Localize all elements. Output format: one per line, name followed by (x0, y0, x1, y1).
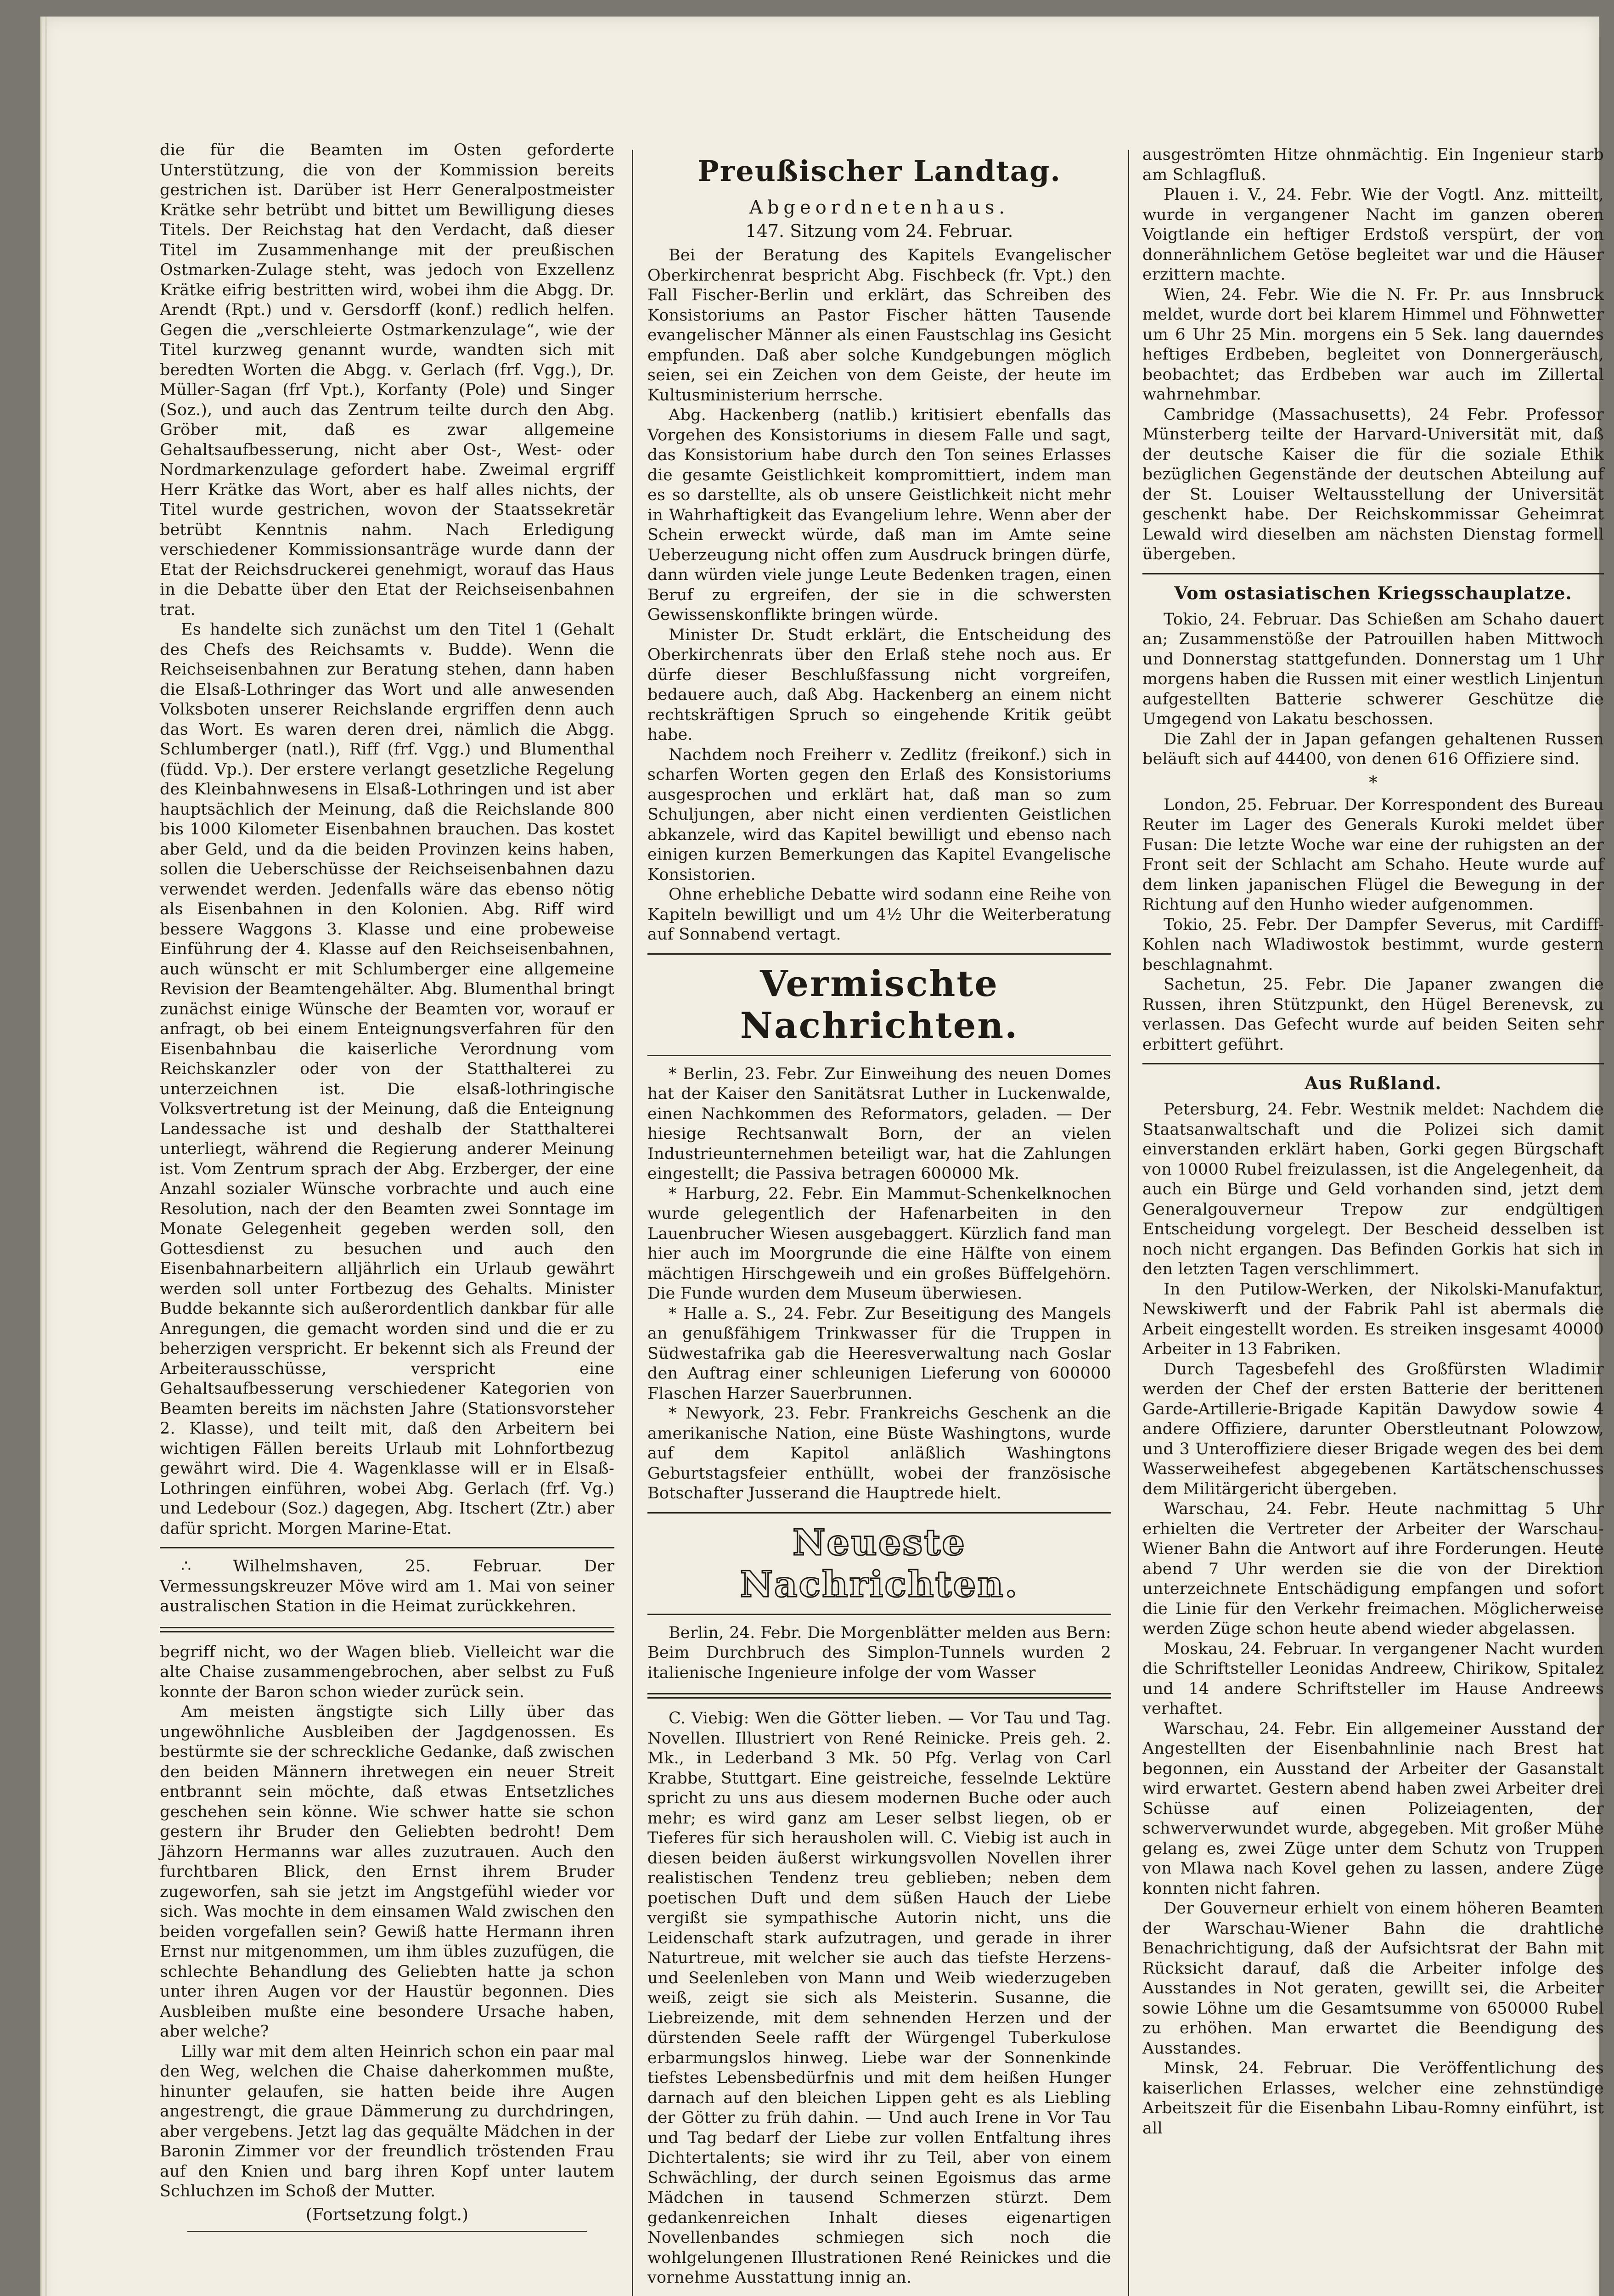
right-column (1142, 145, 1604, 2239)
article-paragraph: Abg. Hackenberg (natlib.) kritisiert ebenfalls das Vorgehen des Konsistoriums in diesem Falle und sagt, das Konsistorium habe durch den Ton seines Erlasses die gesamte Geistlichkeit kompromittiert, indem man es so darstellte, als ob unsere Geistlichkeit nicht mehr in Wahrhaftigkeit das Evangelium lehre. Wenn aber der Schein erweckt würde, daß man im Amte seine Ueberzeugung nicht offen zum Ausdruck bringen dürfe, dann würden viele junge Leute Bedenken tragen, einen Beruf zu ergreifen, der sie in die schwersten Gewissenskonflikte bringen würde. (647, 406, 1111, 624)
news-item: Berlin, 24. Febr. Die Morgenblätter melden aus Bern: Beim Durchbruch des Simplon-Tunnels wurden 2 italienische Ingenieure infolge der vom Wasser (647, 1623, 1111, 1682)
news-item-wilhelmshaven: ∴ Wilhelmshaven, 25. Februar. Der Vermessungskreuzer Möve wird am 1. Mai von seiner australischen Station in die Heimat zurückkehren. (160, 1557, 614, 1615)
news-item: London, 25. Februar. Der Korrespondent des Bureau Reuter im Lager des Generals Kuroki meldet über Fusan: Die letzte Woche war eine der ruhigsten an der Front seit der Schlacht am Schaho. Heute wurde auf dem linken japanischen Flügel die Bewegung in der Richtung auf den Hunho wieder aufgenommen. (1142, 795, 1604, 914)
news-item: * Berlin, 23. Febr. Zur Einweihung des neuen Domes hat der Kaiser den Sanitätsrat Luther in Luckenwalde, einen Nachkommen des Reformators, geladen. — Der hiesige Rechtsanwalt Born, der an vielen Industrieunternehmen beteiligt war, hat die Zahlungen eingestellt; die Passiva betragen 600000 Mk. (647, 1064, 1111, 1183)
news-item: Cambridge (Massachusetts), 24 Febr. Professor Münsterberg teilte der Harvard-Universität mit, daß der deutsche Kaiser die für die soziale Ethik bezüglichen Gegenstände der deutschen Abteilung auf der St. Louiser Weltausstellung der Universität geschenkt habe. Der Reichskommissar Geheimrat Lewald wird dieselben am nächsten Dienstag formell übergeben. (1142, 405, 1604, 563)
section-rule (160, 1547, 614, 1548)
news-item: ausgeströmten Hitze ohnmächtig. Ein Ingenieur starb am Schlagfluß. (1142, 146, 1604, 184)
news-item: * Newyork, 23. Febr. Frankreichs Geschenk an die amerikanische Nation, eine Büste Washingtons, wurde auf dem Kapitol anläßlich Washingtons Geburtstagsfeier enthüllt, wobei der französische Botschafter Jusserand die Hauptrede hielt. (647, 1404, 1111, 1503)
section-rule (647, 1055, 1111, 1056)
end-rule (187, 2231, 587, 2232)
news-item: In den Putilow-Werken, der Nikolski-Manufaktur, Newskiwerft und der Fabrik Pahl ist abermals die Arbeit eingestellt worden. Es streiken insgesamt 40000 Arbeiter in 13 Fabriken. (1142, 1280, 1604, 1358)
middle-column (647, 150, 1111, 2287)
news-item: Warschau, 24. Febr. Ein allgemeiner Ausstand der Angestellten der Eisenbahnlinie nach Brest hat begonnen, ein Ausstand der Arbeiter der Gasanstalt wird erwartet. Gestern abend haben zwei Arbeiter drei Schüsse auf einen Polizeiagenten, der schwerverwundet wurde, abgegeben. Mit großer Mühe gelang es, zwei Züge unter dem Schutz von Truppen von Mlawa nach Kovel gehen zu lassen, andere Züge konnten nicht fahren. (1142, 1719, 1604, 1898)
section-rule (1142, 1063, 1604, 1064)
book-review: C. Viebig: Wen die Götter lieben. — Vor Tau und Tag. Novellen. Illustriert von René Reinicke. Preis geh. 2. Mk., in Lederband 3 Mk. 50 Pfg. Verlag von Carl Krabbe, Stuttgart. Eine geistreiche, fesselnde Lektüre spricht zu uns aus diesem modernen Buche oder auch mehr; es wird ganz am Leser selbst liegen, ob er Tieferes für sich herausholen will. C. Viebig ist auch in diesen beiden äußerst wirkungsvollen Novellen ihrer realistischen Tendenz treu geblieben; neben dem poetischen Duft und dem süßen Hauch der Liebe vergißt sie sympathische Autorin nicht, uns die Leidenschaft stark aufzutragen, und gerade in ihrer Naturtreue, mit welcher sie auch das tiefste Herzens- und Seelenleben von Mann und Weib wiederzugeben weiß, zeigt sie sich als Meisterin. Susanne, die Liebreizende, mit dem sehnenden Herzen und der dürstenden Seele rafft der Würgengel Tuberkulose erbarmungslos hinweg. Liebe war der Sonnenkinde tiefstes Lebensbedürfnis und mit dem heißen Hunger darnach auf den bleichen Lippen geht es als Liebling der Götter zu früh dahin. — Und auch Irene in Vor Tau und Tag bedarf der Liebe zur vollen Entfaltung ihres Dichtertalents; sie wird ihr zu Teil, aber von einem Schwächling, der durch seinen Egoismus das arme Mädchen in tausend Schmerzen stürzt. Dem gedankenreichen Inhalt dieses eigenartigen Novellenbandes schmiegen sich noch die wohlgelungenen Illustrationen René Reinickes und die vornehme Ausstattung innig an. (647, 1709, 1111, 2287)
newspaper-page (40, 17, 1604, 2296)
landtag-subheading: Abgeordnetenhaus. (749, 197, 1010, 218)
news-item: Tokio, 24. Februar. Das Schießen am Schaho dauert an; Zusammenstöße der Patrouillen haben Mittwoch und Donnerstag stattgefunden. Donnerstag um 1 Uhr morgens haben die Russen mit einer westlich Linjentun aufgestellten Batterie schwerer Geschütze die Umgegend von Lakatu beschossen. (1142, 610, 1604, 728)
neueste-heading: Neueste Nachrichten. (740, 1521, 1019, 1605)
news-item: * Harburg, 22. Febr. Ein Mammut-Schenkelknochen wurde gelegentlich der Hafenarbeiten in den Lauenbrucher Wiesen ausgebaggert. Kürzlich fand man hier auch im Moorgrunde die eine Hälfte von einem mächtigen Hirschgeweih und ein großes Büffelgehörn. Die Funde wurden dem Museum überwiesen. (647, 1184, 1111, 1303)
news-item: Moskau, 24. Februar. In vergangener Nacht wurden die Schriftsteller Leonidas Andreew, Chirikow, Spitalez und 14 andere Schriftsteller im Hause Andreews verhaftet. (1142, 1639, 1604, 1718)
landtag-heading: Preußischer Landtag. (697, 154, 1061, 188)
section-rule (647, 1512, 1111, 1514)
feuilleton-paragraph: Lilly war mit dem alten Heinrich schon ein paar mal den Weg, welchen die Chaise daherkommen mußte, hinunter gelaufen, sie hatten beide ihre Augen angestrengt, die graue Dämmerung zu durchdringen, aber vergebens. Jetzt lag das gequälte Mädchen in der Baronin Zimmer vor der freundlich tröstenden Frau auf den Knien und barg ihren Kopf unter lautem Schluchzen im Schoß der Mutter. (160, 2042, 614, 2200)
feuilleton-paragraph: begriff nicht, wo der Wagen blieb. Vielleicht war die alte Chaise zusammengebrochen, aber selbst zu Fuß konnte der Baron schon wieder zurück sein. (160, 1643, 614, 1701)
continuation-note: (Fortsetzung folgt.) (306, 2205, 468, 2224)
column-rule (1128, 150, 1129, 2296)
column-rule (632, 150, 633, 2296)
news-item: Sachetun, 25. Febr. Die Japaner zwangen die Russen, ihren Stützpunkt, den Hügel Berenevsk, zu verlassen. Das Gefecht wurde auf beiden Seiten sehr erbittert geführt. (1142, 975, 1604, 1054)
separator-star: * (1369, 772, 1378, 793)
vermischte-heading: Vermischte Nachrichten. (740, 962, 1019, 1047)
session-line: 147. Sitzung vom 24. Februar. (745, 221, 1013, 241)
article-paragraph: die für die Beamten im Osten geforderte Unterstützung, die von der Kommission bereits gestrichen ist. Darüber ist Herr Generalpostmeister Krätke sehr betrübt und bittet um Bewilligung dieses Titels. Der Reichstag hat den Verdacht, daß dieser Titel im Zusammenhange mit der preußischen Ostmarken-Zulage steht, was jedoch von Exzellenz Krätke eifrig bestritten wird, wobei ihm die Abgg. Dr. Arendt (Rpt.) und v. Gersdorff (konf.) redlich helfen. Gegen die „verschleierte Ostmarkenzulage“, wie der Titel kurzweg genannt wurde, wandten sich mit beredten Worten die Abgg. v. Gerlach (frf. Vgg.), Dr. Müller-Sagan (frf Vpt.), Korfanty (Pole) und Singer (Soz.), und auch das Zentrum teilte durch den Abg. Gröber mit, daß es zwar allgemeine Gehaltsaufbesserung, nicht aber Ost-, West- oder Nordmarkenzulage gefordert habe. Zweimal ergriff Herr Krätke das Wort, aber es half alles nichts, der Titel wurde gestrichen, wovon der Staatssekretär betrübt Kenntnis nahm. Nach Erledigung verschiedener Kommissionsanträge wurde dann der Etat der Reichsdruckerei genehmigt, worauf das Haus in die Debatte über den Etat der Reichseisenbahnen trat. (160, 141, 614, 619)
news-item: * Halle a. S., 24. Febr. Zur Beseitigung des Mangels an genußfähigem Trinkwasser für die Truppen in Südwestafrika gab die Heeresverwaltung nach Goslar den Auftrag einer schleunigen Lieferung von 600000 Flaschen Harzer Sauerbrunnen. (647, 1304, 1111, 1403)
section-rule (647, 1614, 1111, 1615)
news-item: Warschau, 24. Febr. Heute nachmittag 5 Uhr erhielten die Vertreter der Arbeiter der Warschau-Wiener Bahn die Antwort auf ihre Forderungen. Heute abend 7 Uhr werden sie die von der Direktion unterzeichnete Entschädigung empfangen und sofort die Linie für den Verkehr freimachen. Möglicherweise werden Züge schon heute abend wieder abgelassen. (1142, 1500, 1604, 1638)
news-item: Der Gouverneur erhielt von einem höheren Beamten der Warschau-Wiener Bahn die drahtliche Benachrichtigung, daß der Aufsichtsrat der Bahn mit Rücksicht darauf, daß die Arbeiter infolge des Ausstandes in Not geraten, gewillt sei, die Arbeiter sowie Löhne um die Gesamtsumme von 650000 Rubel zu erhöhen. Man erwartet die Beendigung des Ausstandes. (1142, 1899, 1604, 2058)
news-item: Plauen i. V., 24. Febr. Wie der Vogtl. Anz. mitteilt, wurde in vergangener Nacht im ganzen oberen Voigtlande ein heftiger Erdstoß verspürt, der von donnerähnlichem Getöse begleitet war und die Häuser erzittern machte. (1142, 186, 1604, 284)
section-rule (647, 953, 1111, 955)
news-item: Tokio, 25. Febr. Der Dampfer Severus, mit Cardiff-Kohlen nach Wladiwostok bestimmt, wurde gestern beschlagnahmt. (1142, 915, 1604, 974)
news-item: Durch Tagesbefehl des Großfürsten Wladimir werden der Chef der ersten Batterie der berittenen Garde-Artillerie-Brigade Kapitän Dawydow sowie 4 andere Offiziere, darunter Oberstleutnant Polowzow, und 3 Unteroffiziere dieser Brigade wegen des bei dem Wasserweihefest abgegebenen Kartätschenschusses dem Militärgericht übergeben. (1142, 1360, 1604, 1498)
article-paragraph: Es handelte sich zunächst um den Titel 1 (Gehalt des Chefs des Reichsamts v. Budde). Wenn die Reichseisenbahnen zur Beratung stehen, dann haben die Elsaß-Lothringer das Wort und alle anwesenden Volksboten unserer Reichslande ergriffen denn auch das Wort. Es waren deren drei, nämlich die Abgg. Schlumberger (natl.), Riff (frf. Vgg.) und Blumenthal (füdd. Vp.). Der erstere verlangt gesetzliche Regelung des Kleinbahnwesens in Elsaß-Lothringen und ist aber hauptsächlich der Meinung, daß die Reichslande 800 bis 1000 Kilometer Eisenbahnen brauchen. Das kostet aber Geld, und da die beiden Provinzen keins haben, sollen die Ueberschüsse der Reichseisenbahnen dazu verwendet werden. Jedenfalls wäre das ebenso nötig als Eisenbahnen in den Kolonien. Abg. Riff wird bessere Waggons 3. Klasse und eine probeweise Einführung der 4. Klasse auf den Reichseisenbahnen, auch wünscht er mit Schlumberger eine allgemeine Revision der Beamtengehälter. Abg. Blumenthal bringt zunächst einige Wünsche der Beamten vor, worauf er anfragt, ob bei einem Enteignungsverfahren für den Eisenbahnbau die kaiserliche Verordnung vom Reichskanzler oder von der Statthalterei zu unterzeichnen ist. Die elsaß-lothringische Volksvertretung ist der Meinung, daß die Enteignung Landessache ist und deshalb der Statthalterei unterliegt, während die Regierung anderer Meinung ist. Vom Zentrum sprach der Abg. Erzberger, der eine Anzahl sozialer Wünsche vorbrachte und auch eine Resolution, nach der den Beamten zwei Sonntage im Monate Gelegenheit gegeben werden soll, den Gottesdienst zu besuchen und auch den Eisenbahnarbeitern alljährlich ein Urlaub gewährt werden soll unter Fortbezug des Gehalts. Minister Budde bekannte sich außerordentlich dankbar für alle Anregungen, die gemacht worden sind und die er zu beherzigen verspricht. Er bekennt sich als Freund der Arbeiterausschüsse, verspricht eine Gehaltsaufbesserung verschiedener Kategorien von Beamten bereits im nächsten Jahre (Stationsvorsteher 2. Klasse), und teilt mit, daß den Arbeitern bei wichtigen Fällen bereits Urlaub mit Lohnfortbezug gewährt wird. Die 4. Wagenklasse will er in Elsaß-Lothringen einführen, wobei Abg. Gerlach (frf. Vg.) und Ledebour (Soz.) dagegen, Abg. Itschert (Ztr.) aber dafür spricht. Morgen Marine-Etat. (160, 620, 614, 1538)
news-item: Petersburg, 24. Febr. Westnik meldet: Nachdem die Staatsanwaltschaft und die Polizei sich damit einverstanden erklärt haben, Gorki gegen Bürgschaft von 10000 Rubel freizulassen, ist die Angelegenheit, da auch ein Bürge und Geld vorhanden sind, jetzt dem Generalgouverneur Trepow zur endgültigen Entscheidung vorgelegt. Der Bescheid desselben ist noch nicht ergangen. Das Befinden Gorkis hat sich in den letzten Tagen verschlimmert. (1142, 1100, 1604, 1278)
russia-heading: Aus Rußland. (1305, 1073, 1442, 1093)
left-column (160, 141, 614, 2230)
article-paragraph: Minister Dr. Studt erklärt, die Entscheidung des Oberkirchenrats über den Erlaß stehe noch aus. Er dürfe dieser Beschlußfassung nicht vorgreifen, bedauere auch, daß Abg. Hackenberg an einem nicht rechtskräftigen Spruch so eingehende Kritik geübt habe. (647, 625, 1111, 744)
news-item: Minsk, 24. Februar. Die Veröffentlichung des kaiserlichen Erlasses, welcher eine zehnstündige Arbeitszeit für die Eisenbahn Libau-Romny einführt, ist all (1142, 2059, 1604, 2138)
news-item: Die Zahl der in Japan gefangen gehaltenen Russen beläuft sich auf 44400, von denen 616 Offiziere sind. (1142, 730, 1604, 768)
page-edge (45, 17, 47, 2296)
news-item: Wien, 24. Febr. Wie die N. Fr. Pr. aus Innsbruck meldet, wurde dort bei klarem Himmel und Föhnwetter um 6 Uhr 25 Min. morgens ein 5 Sek. lang dauerndes heftiges Erdbeben, begleitet von Donnergeräusch, beobachtet; das Erdbeben war auch im Zillertal wahrnehmbar. (1142, 285, 1604, 404)
article-paragraph: Ohne erhebliche Debatte wird sodann eine Reihe von Kapiteln bewilligt und um 4½ Uhr die Weiterberatung auf Sonnabend vertagt. (647, 885, 1111, 944)
article-paragraph: Bei der Beratung des Kapitels Evangelischer Oberkirchenrat bespricht Abg. Fischbeck (fr. Vpt.) den Fall Fischer-Berlin und erklärt, das Schreiben des Konsistoriums an Pastor Fischer hätten Tausende evangelischer Männer als einen Faustschlag ins Gesicht empfunden. Daß aber solche Kundgebungen möglich seien, sei ein Zeichen von dem Geiste, der heute im Kultusministerium herrsche. (647, 246, 1111, 405)
feuilleton-rule (160, 1627, 614, 1632)
feuilleton-paragraph: Am meisten ängstigte sich Lilly über das ungewöhnliche Ausbleiben der Jagdgenossen. Es bestürmte sie der schreckliche Gedanke, daß zwischen den beiden Männern ihretwegen ein neuer Streit entbrannt sein möchte, daß etwas Entsetzliches geschehen sein könne. Wie schwer hatte sie schon gestern ihr Bruder den Geliebten bedroht! Dem Jähzorn Hermanns war alles zuzutrauen. Auch den furchtbaren Blick, den Ernst ihrem Bruder zugeworfen, sah sie jetzt im Angstgefühl wieder vor sich. Was mochte in dem einsamen Wald zwischen den beiden vorgefallen sein? Gewiß hatte Hermann ihren Ernst nur mitgenommen, um ihm übles zuzufügen, die schlechte Behandlung des Geliebten hatte ja schon unter ihren Augen vor der Haustür begonnen. Dies Ausbleiben mußte eine besondere Ursache haben, aber welche? (160, 1703, 614, 2041)
article-paragraph: Nachdem noch Freiherr v. Zedlitz (freikonf.) sich in scharfen Worten gegen den Erlaß des Konsistoriums ausgesprochen und erklärt hat, daß man so zum Schuljungen, aber nicht einen verdienten Geistlichen abkanzele, wird das Kapitel bewilligt und ebenso nach einigen kurzen Bemerkungen das Kapitel Evangelische Konsistorien. (647, 745, 1111, 884)
war-heading: Vom ostasiatischen Kriegsschauplatze. (1174, 582, 1572, 603)
page-edge (40, 17, 42, 2296)
feuilleton-rule (647, 1693, 1111, 1699)
section-rule (1142, 573, 1604, 574)
